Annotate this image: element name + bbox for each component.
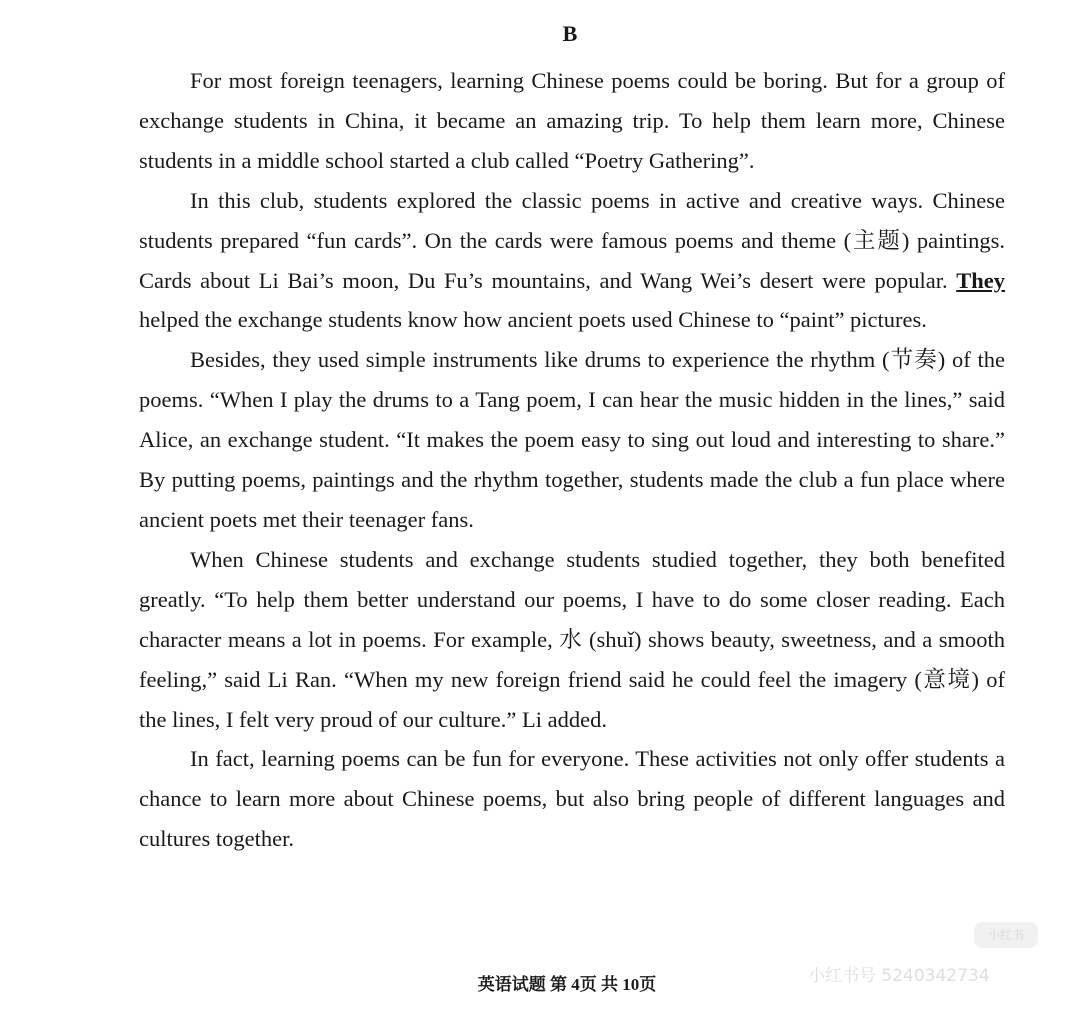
paragraph-text: When Chinese students and exchange students studied together, they both benefited greatly. “To help them better understand our poems, I have to do some closer reading. Each character means a lot in poems. For example, 水 (shuǐ) shows beauty, sweetness, and a smooth feeling,” said Li Ran. “When my new foreign friend said he could feel the imagery (意境) of the lines, I felt very proud of our culture.” Li added. xyxy=(139,546,1005,732)
paragraph-2 xyxy=(139,181,1005,341)
paragraph-text: For most foreign teenagers, learning Chinese poems could be boring. But for a group of exchange students in China, it became an amazing trip. To help them learn more, Chinese students in a middle school started a club called “Poetry Gathering”. xyxy=(139,68,1005,173)
paragraph-1 xyxy=(139,61,1005,181)
watermark-id: 小红书号 5240342734 xyxy=(808,966,990,986)
page-footer: 英语试题 第 4页 共 10页 xyxy=(477,975,657,994)
watermark-logo: 小红书 xyxy=(974,922,1038,948)
paragraph-text: Besides, they used simple instruments like drums to experience the rhythm (节奏) of the poems. “When I play the drums to a Tang poem, I can hear the music hidden in the lines,” said Alice, an exchange student. “It makes the poem easy to sing out loud and interesting to share.” By putting poems, paintings and the rhythm together, students made the club a fun place where ancient poets met their teenager fans. xyxy=(139,347,1005,532)
paragraph-text: helped the exchange students know how ancient poets used Chinese to “paint” pictures. xyxy=(139,307,927,333)
paragraph-3 xyxy=(139,340,1005,540)
paragraph-text: In fact, learning poems can be fun for everyone. These activities not only offer students a chance to learn more about Chinese poems, but also bring people of different languages and cultures together. xyxy=(139,746,1005,852)
paragraph-4 xyxy=(139,540,1005,740)
section-letter: B xyxy=(562,21,578,46)
paragraph-5 xyxy=(139,739,1005,859)
underlined-word: They xyxy=(956,267,1005,293)
article-body xyxy=(139,61,1005,859)
paragraph-text: In this club, students explored the classic poems in active and creative ways. Chinese students prepared “fun cards”. On the cards were famous poems and theme (主题) paintings. Cards about Li Bai’s moon, Du Fu’s mountains, and Wang Wei’s desert were popular. xyxy=(139,187,1005,293)
